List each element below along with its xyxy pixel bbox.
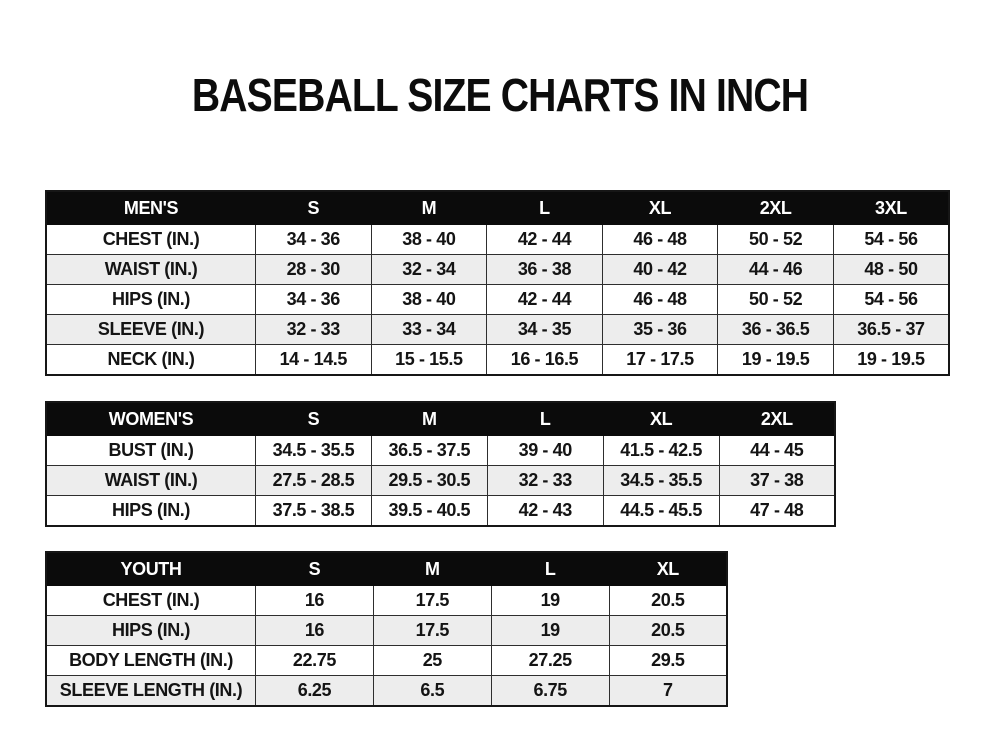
page-title: BASEBALL SIZE CHARTS IN INCH [191,69,809,121]
womens-measurement-row [46,496,835,527]
youth-measurement-row [46,616,727,646]
womens-header-row [46,402,835,436]
size-value-cell: 38 - 40 [371,225,487,255]
measurement-label: SLEEVE LENGTH (IN.) [46,676,256,707]
size-value-cell: 27.5 - 28.5 [256,466,372,496]
measurement-label: CHEST (IN.) [46,586,256,616]
size-value-cell: 37.5 - 38.5 [256,496,372,527]
size-value-cell: 46 - 48 [602,285,718,315]
mens-size-column-header: 3XL [833,191,949,225]
size-value-cell: 28 - 30 [256,255,372,285]
size-value-cell: 19 [491,586,609,616]
size-value-cell: 41.5 - 42.5 [603,436,719,466]
womens-measurement-row [46,466,835,496]
size-value-cell: 36 - 36.5 [718,315,834,345]
womens-table-title-cell: WOMEN'S [46,402,256,436]
youth-table-body [46,586,727,707]
size-value-cell: 19 - 19.5 [718,345,834,376]
mens-measurement-row [46,345,949,376]
size-value-cell: 42 - 43 [487,496,603,527]
womens-size-column-header: 2XL [719,402,835,436]
womens-size-column-header: M [371,402,487,436]
size-value-cell: 32 - 33 [487,466,603,496]
size-value-cell: 19 [491,616,609,646]
size-value-cell: 16 [256,616,374,646]
size-value-cell: 17.5 [373,616,491,646]
mens-measurement-row [46,285,949,315]
size-value-cell: 48 - 50 [833,255,949,285]
youth-size-column-header: S [256,552,374,586]
mens-header-row [46,191,949,225]
measurement-label: HIPS (IN.) [46,616,256,646]
size-value-cell: 54 - 56 [833,225,949,255]
size-value-cell: 39 - 40 [487,436,603,466]
size-value-cell: 6.25 [256,676,374,707]
measurement-label: BUST (IN.) [46,436,256,466]
size-value-cell: 42 - 44 [487,225,603,255]
womens-size-column-header: XL [603,402,719,436]
mens-size-column-header: M [371,191,487,225]
mens-size-column-header: 2XL [718,191,834,225]
size-value-cell: 22.75 [256,646,374,676]
measurement-label: NECK (IN.) [46,345,256,376]
size-value-cell: 35 - 36 [602,315,718,345]
youth-measurement-row [46,676,727,707]
youth-size-column-header: M [373,552,491,586]
size-value-cell: 19 - 19.5 [833,345,949,376]
measurement-label: HIPS (IN.) [46,285,256,315]
womens-measurement-row [46,436,835,466]
size-value-cell: 44 - 46 [718,255,834,285]
measurement-label: WAIST (IN.) [46,255,256,285]
size-value-cell: 54 - 56 [833,285,949,315]
measurement-label: WAIST (IN.) [46,466,256,496]
mens-size-table [45,190,950,376]
size-value-cell: 6.5 [373,676,491,707]
size-value-cell: 42 - 44 [487,285,603,315]
mens-table-title-cell: MEN'S [46,191,256,225]
measurement-label: HIPS (IN.) [46,496,256,527]
mens-measurement-row [46,255,949,285]
mens-table-body [46,225,949,376]
measurement-label: CHEST (IN.) [46,225,256,255]
measurement-label: BODY LENGTH (IN.) [46,646,256,676]
size-value-cell: 44.5 - 45.5 [603,496,719,527]
youth-measurement-row [46,586,727,616]
size-value-cell: 17 - 17.5 [602,345,718,376]
size-value-cell: 34 - 36 [256,285,372,315]
youth-header-row [46,552,727,586]
measurement-label: SLEEVE (IN.) [46,315,256,345]
size-value-cell: 36 - 38 [487,255,603,285]
mens-size-column-header: XL [602,191,718,225]
size-value-cell: 34 - 36 [256,225,372,255]
size-value-cell: 36.5 - 37 [833,315,949,345]
youth-table-title-cell: YOUTH [46,552,256,586]
size-value-cell: 44 - 45 [719,436,835,466]
size-value-cell: 34.5 - 35.5 [256,436,372,466]
womens-size-column-header: L [487,402,603,436]
size-value-cell: 34 - 35 [487,315,603,345]
size-value-cell: 32 - 34 [371,255,487,285]
size-value-cell: 50 - 52 [718,285,834,315]
mens-measurement-row [46,225,949,255]
size-value-cell: 37 - 38 [719,466,835,496]
size-value-cell: 47 - 48 [719,496,835,527]
youth-measurement-row [46,646,727,676]
womens-table-body [46,436,835,527]
size-value-cell: 39.5 - 40.5 [371,496,487,527]
size-value-cell: 20.5 [609,616,727,646]
mens-measurement-row [46,315,949,345]
youth-size-column-header: XL [609,552,727,586]
size-value-cell: 46 - 48 [602,225,718,255]
size-value-cell: 17.5 [373,586,491,616]
size-value-cell: 38 - 40 [371,285,487,315]
size-value-cell: 34.5 - 35.5 [603,466,719,496]
size-value-cell: 7 [609,676,727,707]
size-value-cell: 29.5 [609,646,727,676]
size-value-cell: 15 - 15.5 [371,345,487,376]
youth-size-table [45,551,728,707]
womens-size-table [45,401,836,527]
size-value-cell: 6.75 [491,676,609,707]
womens-size-column-header: S [256,402,372,436]
size-value-cell: 40 - 42 [602,255,718,285]
size-value-cell: 32 - 33 [256,315,372,345]
youth-size-column-header: L [491,552,609,586]
size-value-cell: 25 [373,646,491,676]
size-value-cell: 27.25 [491,646,609,676]
size-value-cell: 16 [256,586,374,616]
size-value-cell: 50 - 52 [718,225,834,255]
size-value-cell: 20.5 [609,586,727,616]
size-value-cell: 16 - 16.5 [487,345,603,376]
mens-size-column-header: L [487,191,603,225]
size-value-cell: 33 - 34 [371,315,487,345]
size-value-cell: 14 - 14.5 [256,345,372,376]
size-value-cell: 36.5 - 37.5 [371,436,487,466]
mens-size-column-header: S [256,191,372,225]
size-value-cell: 29.5 - 30.5 [371,466,487,496]
